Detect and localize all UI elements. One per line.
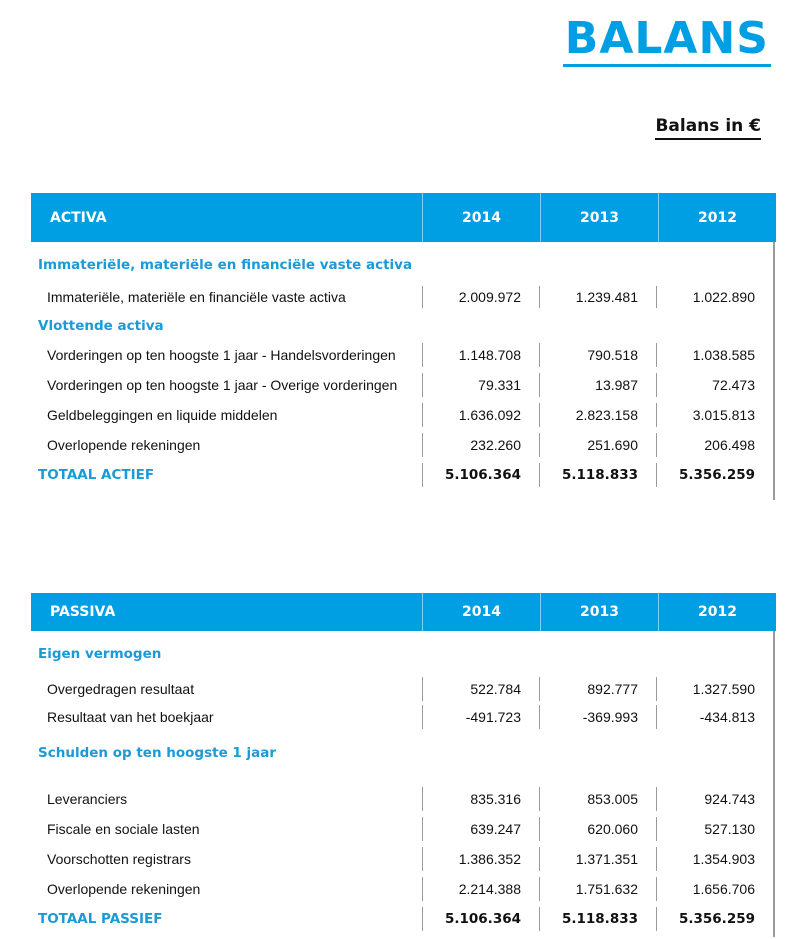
passiva-table [31, 593, 776, 937]
total-2012: 5.356.259 [656, 907, 773, 931]
activa-header-label: ACTIVA [50, 209, 107, 226]
value-2014: -491.723 [422, 705, 539, 729]
value-2012: -434.813 [656, 705, 773, 729]
activa-header-year: 2014 [422, 193, 540, 242]
table-row [31, 403, 773, 427]
value-2013: 1.239.481 [539, 286, 656, 308]
table-row [31, 677, 773, 701]
value-2012: 1.656.706 [656, 877, 773, 901]
table-row [31, 373, 773, 397]
table-row [31, 705, 773, 729]
row-label: Overlopende rekeningen [47, 437, 201, 453]
value-2013: 892.777 [539, 677, 656, 701]
total-2013: 5.118.833 [539, 907, 656, 931]
table-row [31, 787, 773, 811]
activa-table-body [31, 242, 775, 500]
total-label: TOTAAL ACTIEF [38, 467, 155, 483]
table-row [31, 847, 773, 871]
value-2013: 1.371.351 [539, 847, 656, 871]
activa-header-year: 2012 [658, 193, 776, 242]
table-row [31, 286, 773, 308]
value-2014: 79.331 [422, 373, 539, 397]
value-2014: 522.784 [422, 677, 539, 701]
total-2013: 5.118.833 [539, 463, 656, 487]
value-2012: 72.473 [656, 373, 773, 397]
value-2013: 1.751.632 [539, 877, 656, 901]
value-2012: 1.022.890 [656, 286, 773, 308]
value-2014: 1.636.092 [422, 403, 539, 427]
section-label: Eigen vermogen [38, 646, 162, 662]
value-2013: 251.690 [539, 433, 656, 457]
section-row [31, 242, 773, 286]
value-2012: 1.327.590 [656, 677, 773, 701]
total-row [31, 463, 773, 487]
passiva-table-body [31, 631, 775, 937]
passiva-header-year: 2012 [658, 593, 776, 631]
table-row [31, 877, 773, 901]
row-label: Resultaat van het boekjaar [47, 709, 214, 725]
value-2012: 3.015.813 [656, 403, 773, 427]
activa-table-header [31, 193, 776, 242]
page-title: BALANS [563, 14, 771, 67]
total-2014: 5.106.364 [422, 463, 539, 487]
row-label: Voorschotten registrars [47, 851, 191, 867]
row-label: Immateriële, materiële en financiële vaste activa [47, 289, 346, 305]
row-label: Geldbeleggingen en liquide middelen [47, 407, 278, 423]
page-subtitle: Balans in € [655, 114, 761, 140]
value-2012: 924.743 [656, 787, 773, 811]
value-2012: 1.038.585 [656, 343, 773, 367]
value-2014: 2.214.388 [422, 877, 539, 901]
table-row [31, 817, 773, 841]
passiva-header-label: PASSIVA [50, 604, 116, 620]
section-row [31, 312, 773, 340]
table-row [31, 433, 773, 457]
passiva-header-year: 2014 [422, 593, 540, 631]
passiva-table-header [31, 593, 776, 631]
value-2013: 13.987 [539, 373, 656, 397]
section-row [31, 631, 773, 677]
value-2012: 1.354.903 [656, 847, 773, 871]
activa-header-year: 2013 [540, 193, 658, 242]
value-2012: 206.498 [656, 433, 773, 457]
total-label: TOTAAL PASSIEF [38, 911, 163, 927]
value-2013: 790.518 [539, 343, 656, 367]
value-2013: -369.993 [539, 705, 656, 729]
value-2013: 620.060 [539, 817, 656, 841]
value-2014: 1.148.708 [422, 343, 539, 367]
total-2014: 5.106.364 [422, 907, 539, 931]
total-row [31, 907, 773, 931]
row-label: Leveranciers [47, 791, 128, 807]
row-label: Vorderingen op ten hoogste 1 jaar - Overige vorderingen [47, 377, 398, 393]
value-2014: 835.316 [422, 787, 539, 811]
activa-table [31, 193, 776, 500]
row-label: Vorderingen op ten hoogste 1 jaar - Handelsvorderingen [47, 347, 396, 363]
value-2013: 853.005 [539, 787, 656, 811]
total-2012: 5.356.259 [656, 463, 773, 487]
value-2014: 232.260 [422, 433, 539, 457]
section-label: Vlottende activa [38, 318, 164, 334]
row-label: Overgedragen resultaat [47, 681, 195, 697]
passiva-header-year: 2013 [540, 593, 658, 631]
row-label: Overlopende rekeningen [47, 881, 201, 897]
value-2014: 639.247 [422, 817, 539, 841]
table-row [31, 343, 773, 367]
value-2012: 527.130 [656, 817, 773, 841]
value-2014: 2.009.972 [422, 286, 539, 308]
section-label: Schulden op ten hoogste 1 jaar [38, 745, 277, 761]
value-2014: 1.386.352 [422, 847, 539, 871]
value-2013: 2.823.158 [539, 403, 656, 427]
row-label: Fiscale en sociale lasten [47, 821, 200, 837]
section-row [31, 729, 773, 777]
section-label: Immateriële, materiële en financiële vaste activa [38, 257, 413, 273]
